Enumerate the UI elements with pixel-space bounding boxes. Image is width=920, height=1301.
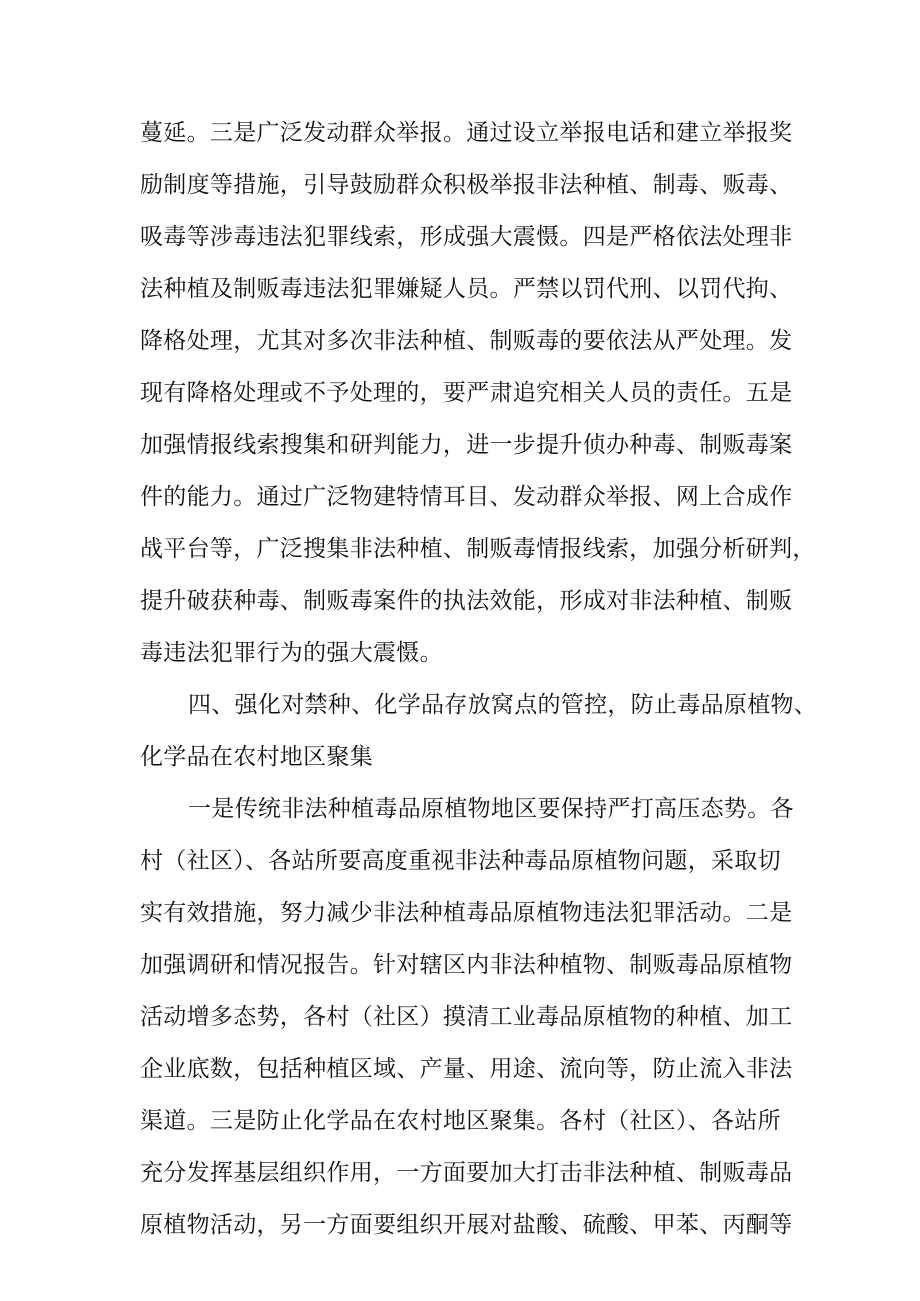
text-line: 渠道。三是防止化学品在农村地区聚集。各村（社区）、各站所: [140, 1108, 781, 1134]
text-line: 村（社区）、各站所要高度重视非法种毒品原植物问题，采取切: [140, 848, 781, 874]
text-line: 实有效措施，努力减少非法种植毒品原植物违法犯罪活动。二是: [140, 900, 793, 926]
text-line: 现有降格处理或不予处理的，要严肃追究相关人员的责任。五是: [140, 380, 793, 406]
text-line: 降格处理，尤其对多次非法种植、制贩毒的要依法从严处理。发: [140, 328, 793, 354]
text-line: 加强调研和情况报告。针对辖区内非法种植物、制贩毒品原植物: [140, 952, 793, 978]
text-line: 战平台等，广泛搜集非法种植、制贩毒情报线索，加强分析研判，: [140, 536, 816, 562]
text-line: 件的能力。通过广泛物建特情耳目、发动群众举报、网上合成作: [140, 484, 793, 510]
text-line: 原植物活动，另一方面要组织开展对盐酸、硫酸、甲苯、丙酮等: [140, 1212, 793, 1238]
text-line: 充分发挥基层组织作用，一方面要加大打击非法种植、制贩毒品: [140, 1160, 793, 1186]
text-line: 励制度等措施，引导鼓励群众积极举报非法种植、制毒、贩毒、: [140, 172, 793, 198]
text-line: 法种植及制贩毒违法犯罪嫌疑人员。严禁以罚代刑、以罚代拘、: [140, 276, 793, 302]
text-line: 活动增多态势，各村（社区）摸清工业毒品原植物的种植、加工: [140, 1004, 793, 1030]
text-line: 提升破获种毒、制贩毒案件的执法效能，形成对非法种植、制贩: [140, 588, 793, 614]
text-line: 蔓延。三是广泛发动群众举报。通过设立举报电话和建立举报奖: [140, 120, 793, 146]
heading-line: 化学品在农村地区聚集: [140, 744, 373, 770]
heading-line: 四、强化对禁种、化学品存放窝点的管控，防止毒品原植物、: [188, 692, 818, 718]
text-line: 企业底数，包括种植区域、产量、用途、流向等，防止流入非法: [140, 1056, 793, 1082]
text-line: 吸毒等涉毒违法犯罪线索，形成强大震慑。四是严格依法处理非: [140, 224, 793, 250]
text-line: 毒违法犯罪行为的强大震慑。: [140, 640, 443, 666]
text-line: 加强情报线索搜集和研判能力，进一步提升侦办种毒、制贩毒案: [140, 432, 793, 458]
text-line: 一是传统非法种植毒品原植物地区要保持严打高压态势。各: [188, 796, 794, 822]
